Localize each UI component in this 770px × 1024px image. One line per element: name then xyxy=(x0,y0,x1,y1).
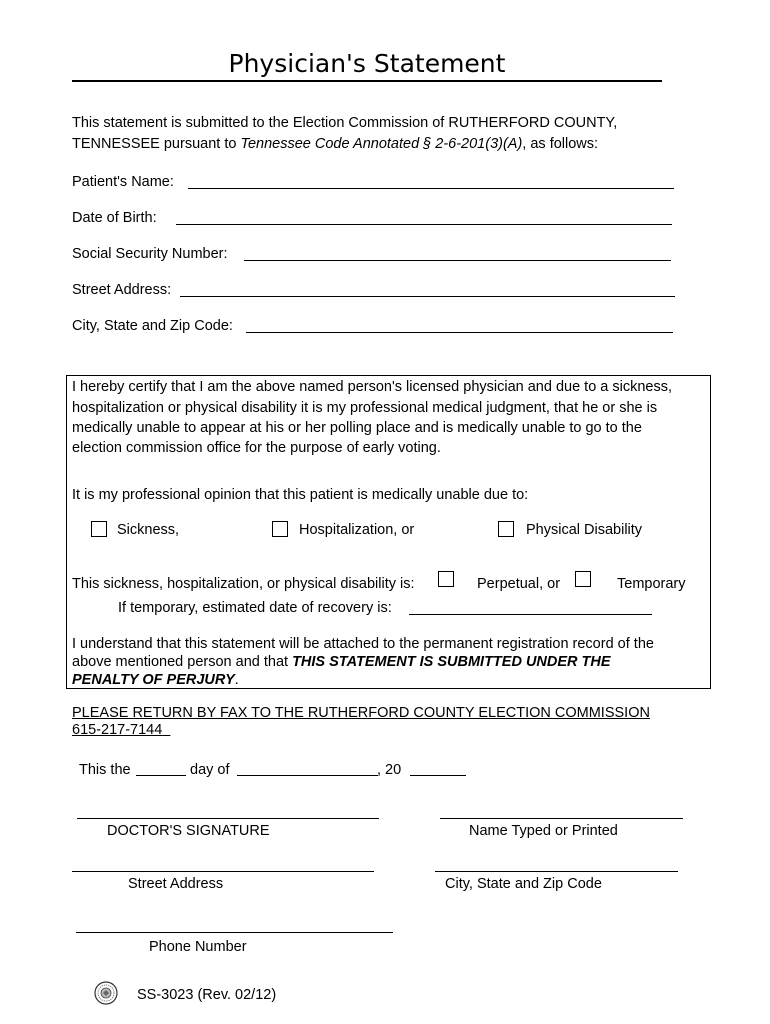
page-title: Physician's Statement xyxy=(228,49,506,78)
understand-line-2-prefix: above mentioned person and that xyxy=(72,654,293,670)
doctor-street-address-field[interactable] xyxy=(72,871,374,872)
patient-name-field[interactable] xyxy=(188,188,674,189)
temporary-label: Temporary xyxy=(617,576,686,592)
hospitalization-label: Hospitalization, or xyxy=(299,522,415,538)
form-number: SS-3023 (Rev. 02/12) xyxy=(137,987,277,1003)
physical-disability-label: Physical Disability xyxy=(526,522,643,538)
year-field[interactable] xyxy=(410,775,466,776)
certify-line-1: I hereby certify that I am the above named person's licensed physician and due to a sickness, xyxy=(72,379,673,395)
recovery-date-field[interactable] xyxy=(409,614,652,615)
certify-line-3: medically unable to appear at his or her polling place and is medically unable to go to the xyxy=(72,420,642,436)
sickness-label: Sickness, xyxy=(117,522,180,538)
perpetual-checkbox[interactable] xyxy=(438,571,454,587)
date-of-birth-label: Date of Birth: xyxy=(72,210,157,226)
year-prefix-label: , 20 xyxy=(377,762,402,778)
this-the-label: This the xyxy=(79,762,131,778)
city-state-zip-field[interactable] xyxy=(246,332,673,333)
penalty-of-perjury-text: PENALTY OF PERJURY xyxy=(72,672,235,688)
ssn-label: Social Security Number: xyxy=(72,246,228,262)
doctor-street-address-label: Street Address xyxy=(128,876,224,892)
state-seal-icon xyxy=(94,981,118,1005)
doctor-signature-field[interactable] xyxy=(77,818,379,819)
name-typed-label: Name Typed or Printed xyxy=(469,823,618,839)
month-field[interactable] xyxy=(237,775,378,776)
ssn-field[interactable] xyxy=(244,260,671,261)
certify-line-4: election commission office for the purpose of early voting. xyxy=(72,440,441,456)
intro-line-2-prefix: TENNESSEE pursuant to xyxy=(72,136,241,152)
intro-line-1: This statement is submitted to the Election Commission of RUTHERFORD COUNTY, xyxy=(72,115,618,131)
street-address-field[interactable] xyxy=(180,296,675,297)
patient-name-label: Patient's Name: xyxy=(72,174,174,190)
physical-disability-checkbox[interactable] xyxy=(498,521,514,537)
doctor-city-state-zip-field[interactable] xyxy=(435,871,678,872)
perpetual-label: Perpetual, or xyxy=(477,576,561,592)
understand-line-1: I understand that this statement will be attached to the permanent registration record of the xyxy=(72,636,654,652)
intro-line-2 xyxy=(72,134,598,154)
certify-line-2: hospitalization or physical disability it is my professional medical judgment, that he or she is xyxy=(72,400,658,416)
day-of-label: day of xyxy=(190,762,230,778)
title-underline xyxy=(72,80,662,82)
phone-number-field[interactable] xyxy=(76,932,393,933)
return-instructions: PLEASE RETURN BY FAX TO THE RUTHERFORD COUNTY ELECTION COMMISSION xyxy=(72,705,650,721)
sickness-checkbox[interactable] xyxy=(91,521,107,537)
phone-number-label: Phone Number xyxy=(149,939,247,955)
understand-line-3 xyxy=(72,670,239,691)
intro-code-citation: Tennessee Code Annotated § 2-6-201(3)(A) xyxy=(240,136,523,152)
understand-line-3-suffix: . xyxy=(234,672,239,688)
opinion-text: It is my professional opinion that this patient is medically unable due to: xyxy=(72,487,529,503)
doctor-city-state-zip-label: City, State and Zip Code xyxy=(445,876,602,892)
understand-perjury-warning: THIS STATEMENT IS SUBMITTED UNDER THE xyxy=(292,654,611,670)
date-of-birth-field[interactable] xyxy=(176,224,672,225)
city-state-zip-label: City, State and Zip Code: xyxy=(72,318,233,334)
fax-number-wrap xyxy=(72,720,170,740)
intro-line-2-suffix: , as follows: xyxy=(522,136,599,152)
duration-label: This sickness, hospitalization, or physical disability is: xyxy=(72,576,415,592)
temporary-checkbox[interactable] xyxy=(575,571,591,587)
street-address-label: Street Address: xyxy=(72,282,172,298)
recovery-date-label: If temporary, estimated date of recovery is: xyxy=(118,600,392,616)
name-typed-field[interactable] xyxy=(440,818,683,819)
doctor-signature-label: DOCTOR'S SIGNATURE xyxy=(107,823,270,839)
day-field[interactable] xyxy=(136,775,186,776)
fax-number: 615-217-7144 xyxy=(72,722,163,738)
hospitalization-checkbox[interactable] xyxy=(272,521,288,537)
